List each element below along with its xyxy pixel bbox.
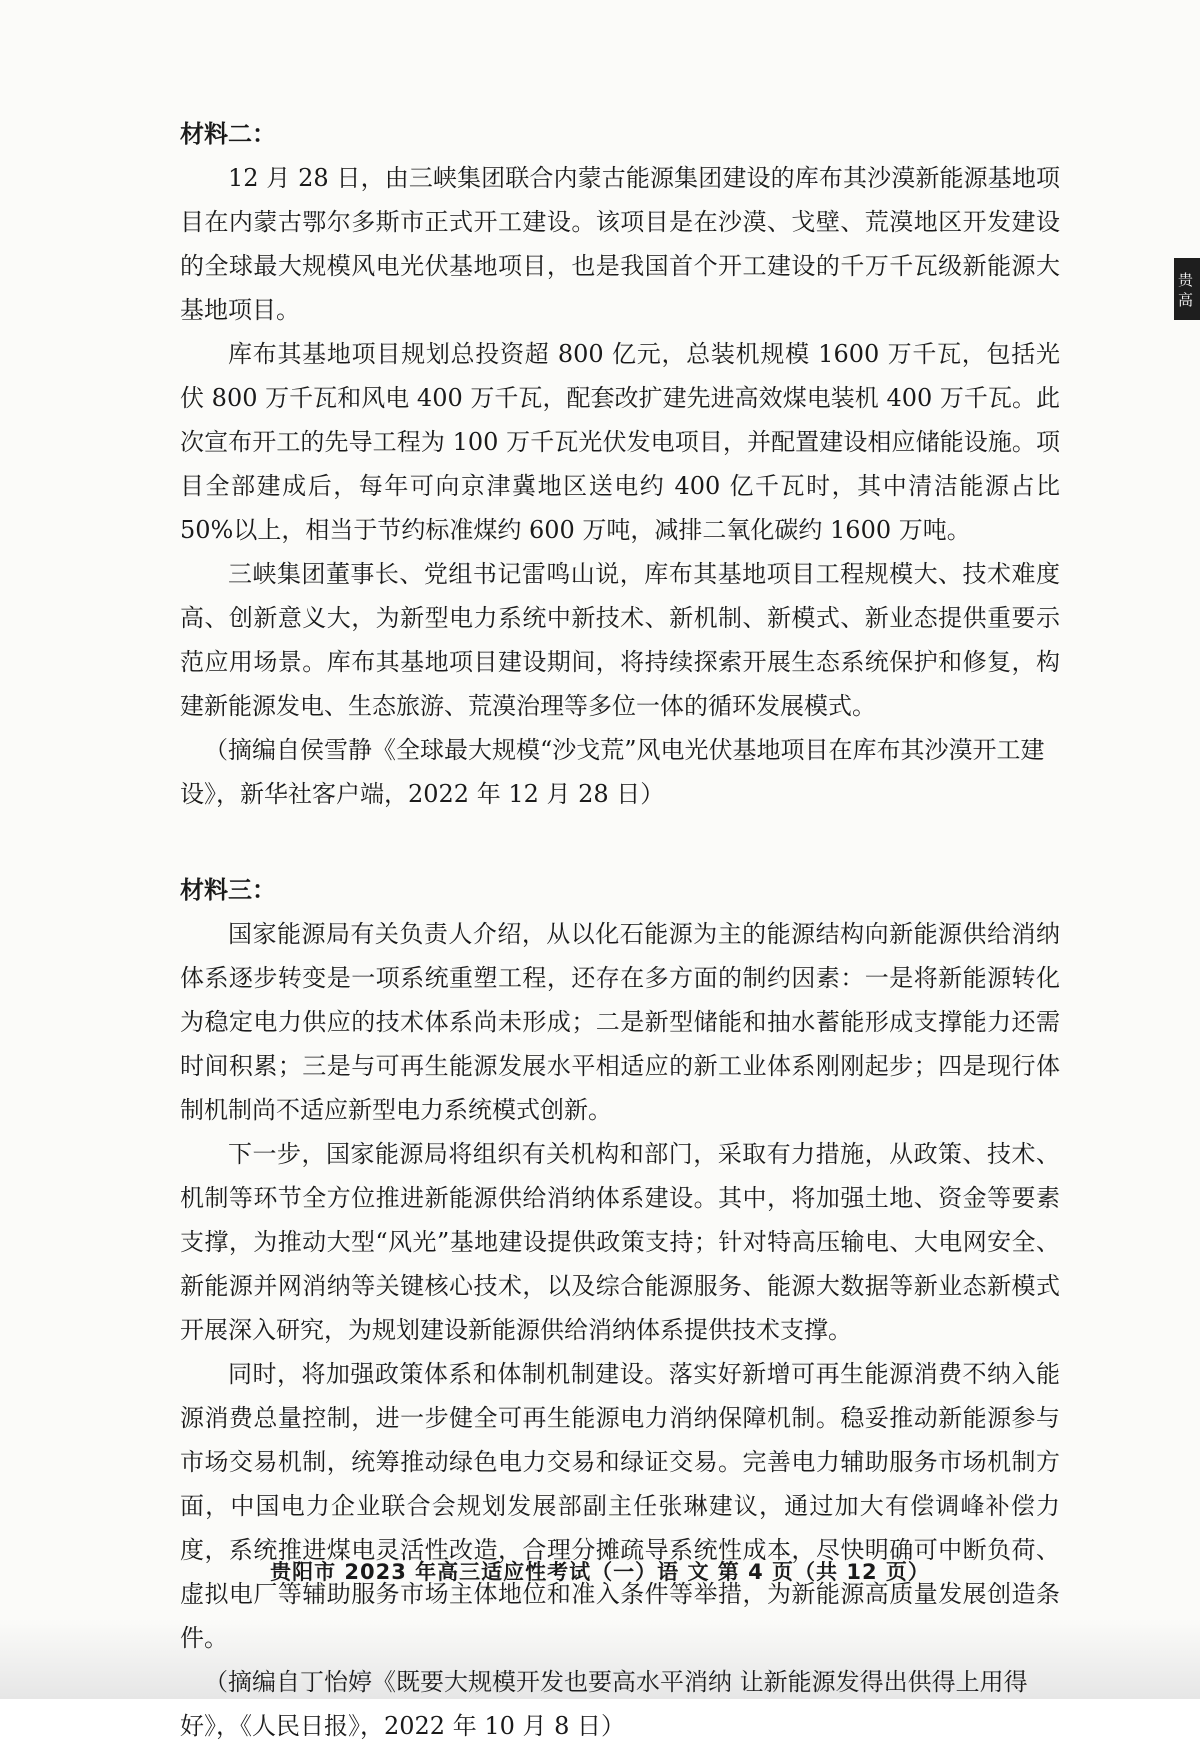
material-2-paragraph-3: 三峡集团董事长、党组书记雷鸣山说，库布其基地项目工程规模大、技术难度高、创新意义大，为新型电力系统中新技术、新机制、新模式、新业态提供重要示范应用场景。库布其基地项目建设期间，将持续探索开展生态系统保护和修复，构建新能源发电、生态旅游、荒漠治理等多位一体的循环发展模式。	[180, 560, 1060, 720]
material-2-source: （摘编自侯雪静《全球最大规模“沙戈荒”风电光伏基地项目在库布其沙漠开工建设》，新华社客户端，2022 年 12 月 28 日）	[180, 736, 1045, 808]
material-3-paragraph-2: 下一步，国家能源局将组织有关机构和部门，采取有力措施，从政策、技术、机制等环节全方位推进新能源供给消纳体系建设。其中，将加强土地、资金等要素支撑，为推动大型“风光”基地建设提供政策支持；针对特高压输电、大电网安全、新能源并网消纳等关键核心技术，以及综合能源服务、能源大数据等新业态新模式开展深入研究，为规划建设新能源供给消纳体系提供技术支撑。	[180, 1140, 1060, 1344]
material-3-paragraph-3: 同时，将加强政策体系和体制机制建设。落实好新增可再生能源消费不纳入能源消费总量控制，进一步健全可再生能源电力消纳保障机制。稳妥推动新能源参与市场交易机制，统筹推动绿色电力交易和绿证交易。完善电力辅助服务市场机制方面，中国电力企业联合会规划发展部副主任张琳建议，通过加大有偿调峰补偿力度，系统推进煤电灵活性改造，合理分摊疏导系统性成本，尽快明确可中断负荷、虚拟电厂等辅助服务市场主体地位和准入条件等举措，为新能源高质量发展创造条件。	[180, 1360, 1060, 1652]
material-2-title: 材料二：	[180, 120, 276, 148]
page-content	[180, 112, 1060, 1748]
material-2-paragraph-1: 12 月 28 日，由三峡集团联合内蒙古能源集团建设的库布其沙漠新能源基地项目在内蒙古鄂尔多斯市正式开工建设。该项目是在沙漠、戈壁、荒漠地区开发建设的全球最大规模风电光伏基地项目，也是我国首个开工建设的千万千瓦级新能源大基地项目。	[180, 164, 1060, 324]
page-footer: 贵阳市 2023 年高三适应性考试（一）语 文 第 4 页（共 12 页）	[270, 1560, 930, 1584]
material-2-paragraph-2: 库布其基地项目规划总投资超 800 亿元，总装机规模 1600 万千瓦，包括光伏 800 万千瓦和风电 400 万千瓦，配套改扩建先进高效煤电装机 400 万千瓦。此次宣布开工的先导工程为 100 万千瓦光伏发电项目，并配置建设相应储能设施。项目全部建成后，每年可向京津冀地区送电约 400 亿千瓦时，其中清洁能源占比 50%以上，相当于节约标准煤约 600 万吨，减排二氧化碳约 1600 万吨。	[180, 340, 1060, 544]
section-gap	[180, 816, 1060, 868]
side-tab-label: 贵 高	[1174, 258, 1200, 320]
material-3-source: （摘编自丁怡婷《既要大规模开发也要高水平消纳 让新能源发得出供得上用得好》，《人民日报》，2022 年 10 月 8 日）	[180, 1668, 1028, 1740]
material-3-paragraph-1: 国家能源局有关负责人介绍，从以化石能源为主的能源结构向新能源供给消纳体系逐步转变是一项系统重塑工程，还存在多方面的制约因素：一是将新能源转化为稳定电力供应的技术体系尚未形成；二是新型储能和抽水蓄能形成支撑能力还需时间积累；三是与可再生能源发展水平相适应的新工业体系刚刚起步；四是现行体制机制尚不适应新型电力系统模式创新。	[180, 920, 1060, 1124]
material-3-title: 材料三：	[180, 876, 276, 904]
